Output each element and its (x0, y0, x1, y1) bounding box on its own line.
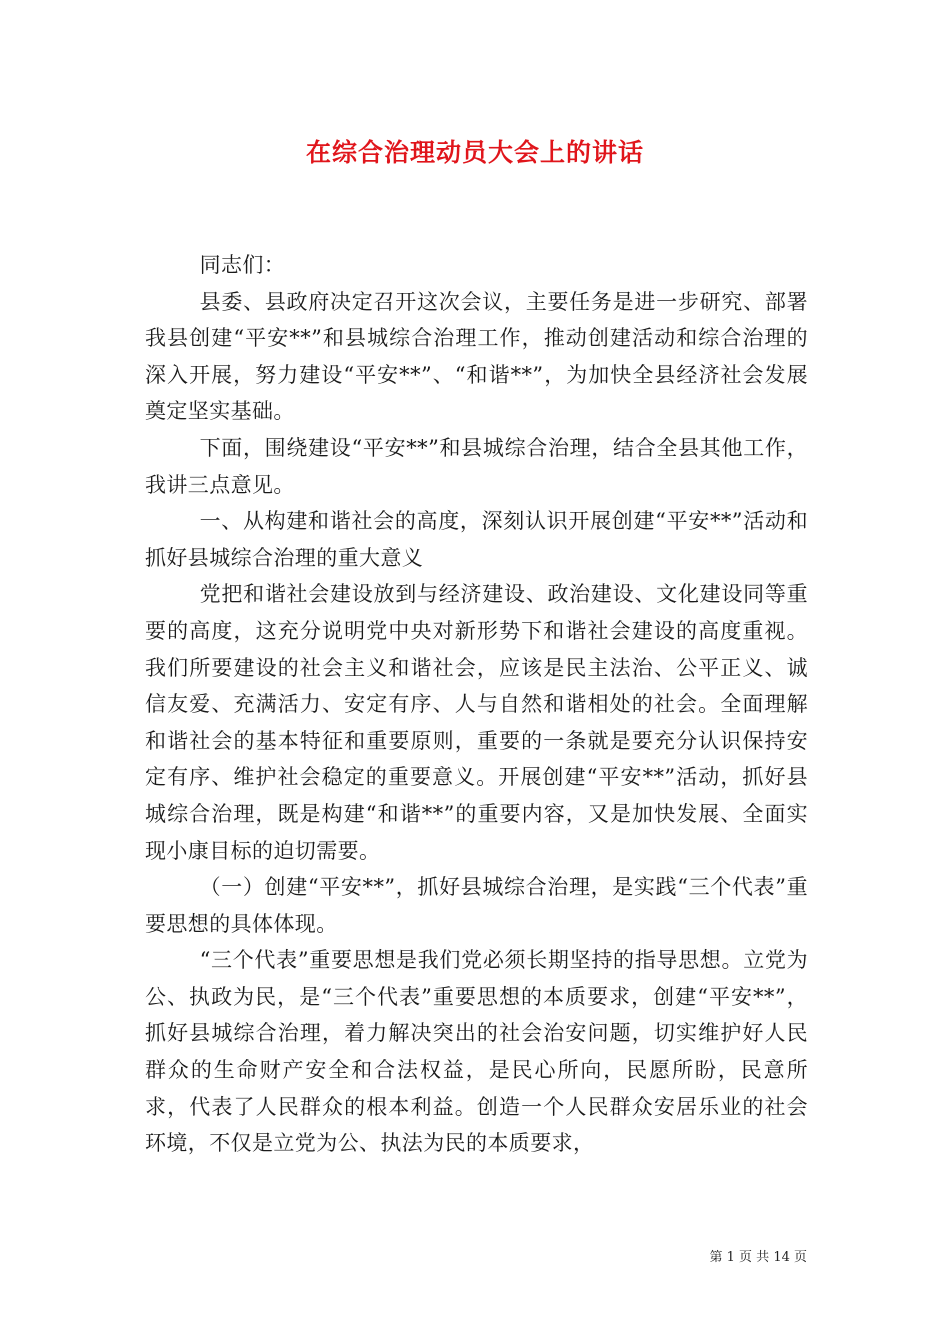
body-paragraph: 县委、县政府决定召开这次会议，主要任务是进一步研究、部署我县创建“平安**”和县城综合治理工作，推动创建活动和综合治理的深入开展，努力建设“平安**”、“和谐**”，为加快全县经济社会发展奠定坚实基础。 (145, 289, 808, 424)
greeting-paragraph: 同志们： (199, 253, 286, 277)
body-paragraph: 下面，围绕建设“平安**”和县城综合治理，结合全县其他工作，我讲三点意见。 (145, 435, 808, 497)
document-body (145, 247, 808, 1162)
body-paragraph: 党把和谐社会建设放到与经济建设、政治建设、文化建设同等重要的高度，这充分说明党中央对新形势下和谐社会建设的高度重视。我们所要建设的社会主义和谐社会，应该是民主法治、公平正义、诚信友爱、充满活力、安定有序、人与自然和谐相处的社会。全面理解和谐社会的基本特征和重要原则，重要的一条就是要充分认识保持安定有序、维护社会稳定的重要意义。开展创建“平安**”活动，抓好县城综合治理，既是构建“和谐**”的重要内容，又是加快发展、全面实现小康目标的迫切需要。 (145, 582, 808, 863)
document-title: 在综合治理动员大会上的讲话 (305, 138, 644, 167)
page-number-footer: 第 1 页 共 14 页 (709, 1250, 807, 1265)
section-heading: 一、从构建和谐社会的高度，深刻认识开展创建“平安**”活动和抓好县城综合治理的重大意义 (145, 509, 808, 570)
body-paragraph: “三个代表”重要思想是我们党必须长期坚持的指导思想。立党为公、执政为民，是“三个代表”重要思想的本质要求，创建“平安**”，抓好县城综合治理，着力解决突出的社会治安问题，切实维护好人民群众的生命财产安全和合法权益，是民心所向，民愿所盼，民意所求，代表了人民群众的根本利益。创造一个人民群众安居乐业的社会环境，不仅是立党为公、执法为民的本质要求， (145, 948, 808, 1156)
subsection-heading: （一）创建“平安**”，抓好县城综合治理，是实践“三个代表”重要思想的具体体现。 (145, 875, 808, 936)
